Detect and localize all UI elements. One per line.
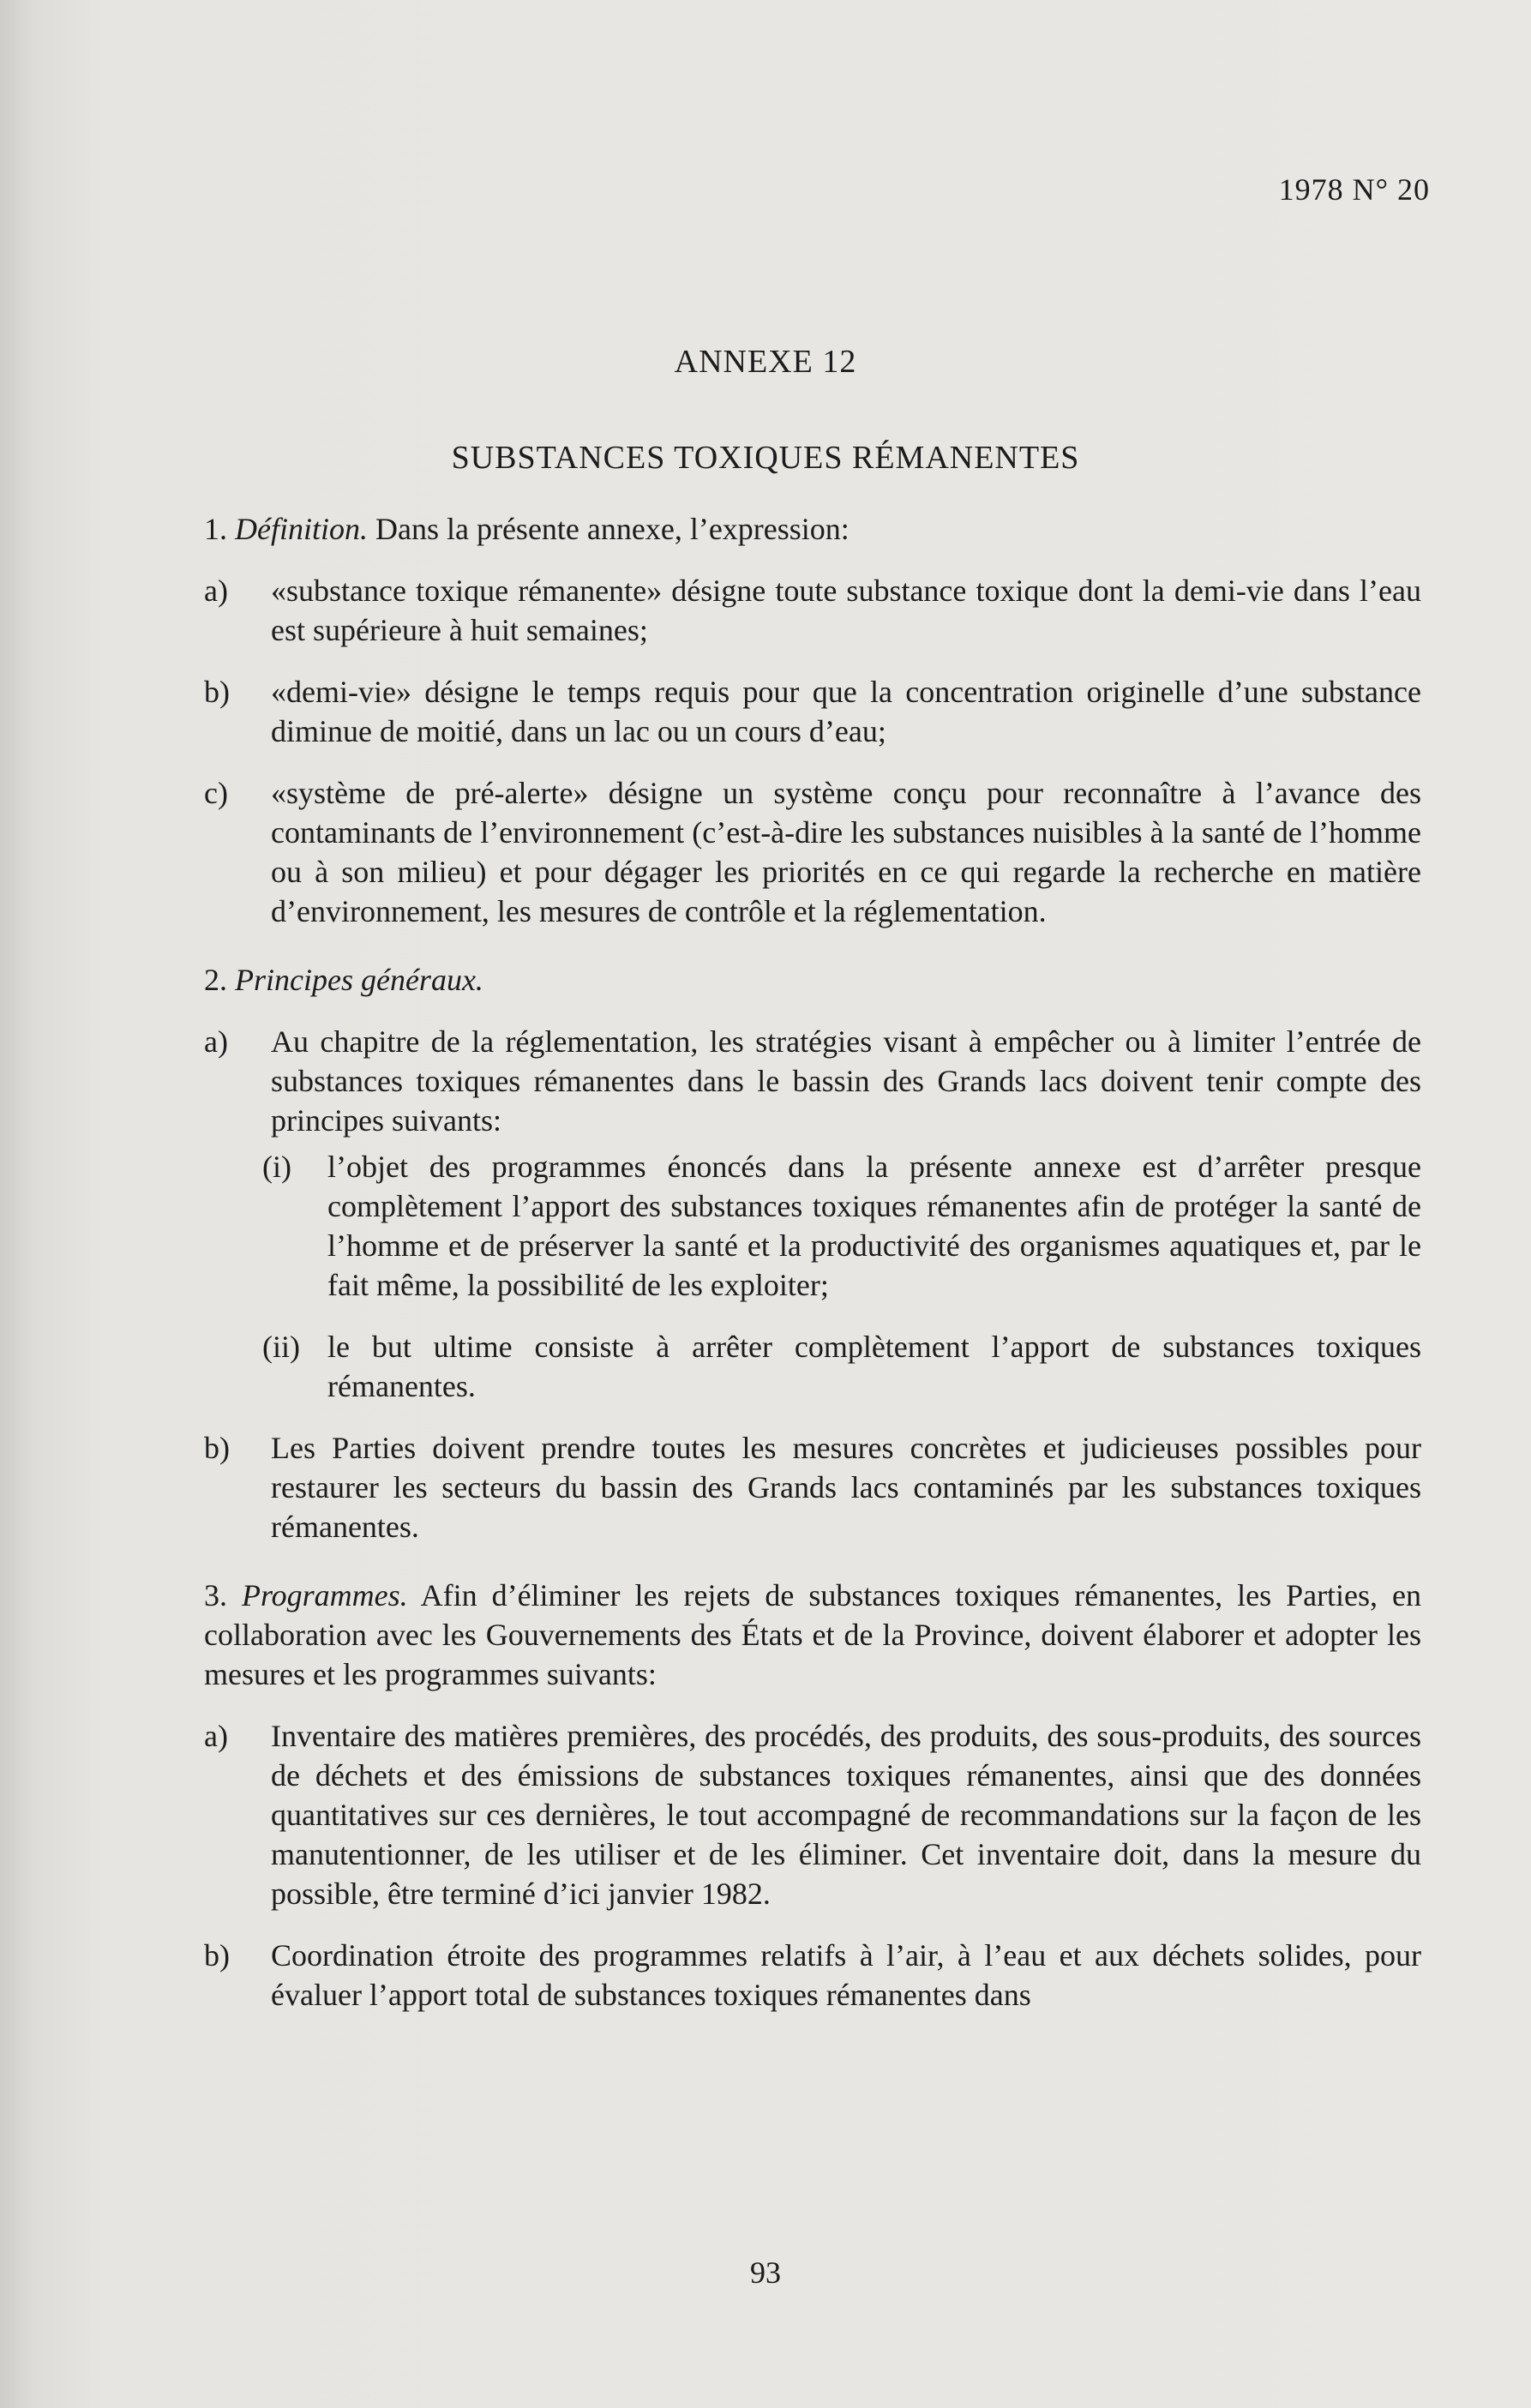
item-text: le but ultime consiste à arrêter complètement l’apport de substances toxiques rémanentes. — [327, 1330, 1421, 1403]
list-item — [204, 1022, 1421, 1140]
list-item — [204, 672, 1421, 751]
section-title: Principes généraux. — [235, 963, 483, 997]
annex-title: ANNEXE 12 — [674, 344, 857, 380]
section-2-heading — [204, 960, 1421, 1000]
item-text: «demi-vie» désigne le temps requis pour que la concentration originelle d’une substance diminue de moitié, dans un lac ou un cours d’eau; — [271, 675, 1421, 748]
section-intro: Afin d’éliminer les rejets de substances toxiques rémanentes, les Parties, en collaboration avec les Gouvernements des États et de la Province, doivent élaborer et adopter les mesures et les programmes suivants: — [204, 1578, 1421, 1691]
list-item — [204, 1428, 1421, 1546]
annex-subtitle: SUBSTANCES TOXIQUES RÉMANENTES — [451, 440, 1080, 476]
section-1-heading — [204, 509, 1421, 549]
item-label: a) — [204, 573, 228, 608]
sub-list-item — [262, 1327, 1421, 1406]
section-title: Programmes. — [241, 1578, 408, 1612]
list-item — [204, 1936, 1421, 2015]
list-item — [204, 773, 1421, 931]
item-label: (ii) — [262, 1330, 300, 1364]
page-reference: 1978 N° 20 — [1278, 172, 1430, 207]
section-number: 2. — [204, 963, 227, 997]
document-body — [204, 509, 1421, 2037]
item-text: Inventaire des matières premières, des procédés, des produits, des sous-produits, des sources de déchets et des émissions de substances toxiques rémanentes, ainsi que des données quantitatives sur ces dernières, le tout accompagné de recommandations sur la façon de les manutentionner, de les utiliser et de les éliminer. Cet inventaire doit, dans la mesure du possible, être terminé d’ici janvier 1982. — [271, 1719, 1421, 1911]
item-text: Coordination étroite des programmes relatifs à l’air, à l’eau et aux déchets solides, pour évaluer l’apport total de substances toxiques rémanentes dans — [271, 1938, 1421, 2012]
list-item — [204, 571, 1421, 650]
item-text: Les Parties doivent prendre toutes les mesures concrètes et judicieuses possibles pour restaurer les secteurs du bassin des Grands lacs contaminés par les substances toxiques rémanentes. — [271, 1431, 1421, 1544]
item-text: «système de pré-alerte» désigne un système conçu pour reconnaître à l’avance des contaminants de l’environnement (c’est-à-dire les substances nuisibles à la santé de l’homme ou à son milieu) et pour dégager les priorités en ce qui regarde la recherche en matière d’environnement, les mesures de contrôle et la réglementation. — [271, 776, 1421, 928]
section-number: 3. — [204, 1578, 227, 1612]
item-label: (i) — [262, 1150, 291, 1184]
item-text: «substance toxique rémanente» désigne toute substance toxique dont la demi-vie dans l’eau est supérieure à huit semaines; — [271, 573, 1421, 647]
item-text: l’objet des programmes énoncés dans la présente annexe est d’arrêter presque complètement l’apport des substances toxiques rémanentes afin de protéger la santé de l’homme et de préserver la santé et la productivité des organismes aquatiques et, par le fait même, la possibilité de les exploiter; — [327, 1150, 1421, 1302]
item-label: a) — [204, 1024, 228, 1059]
page-number: 93 — [750, 2255, 781, 2290]
item-label: b) — [204, 675, 230, 709]
section-intro: Dans la présente annexe, l’expression: — [368, 512, 850, 546]
item-text: Au chapitre de la réglementation, les stratégies visant à empêcher ou à limiter l’entrée de substances toxiques rémanentes dans le bassin des Grands lacs doivent tenir compte des principes suivants: — [271, 1024, 1421, 1138]
section-title: Définition. — [235, 512, 368, 546]
list-item — [204, 1716, 1421, 1913]
item-label: a) — [204, 1719, 228, 1753]
sub-list-item — [262, 1147, 1421, 1305]
section-number: 1. — [204, 512, 227, 546]
item-label: c) — [204, 776, 228, 810]
item-label: b) — [204, 1938, 230, 1973]
section-3-heading — [204, 1576, 1421, 1694]
item-label: b) — [204, 1431, 230, 1465]
